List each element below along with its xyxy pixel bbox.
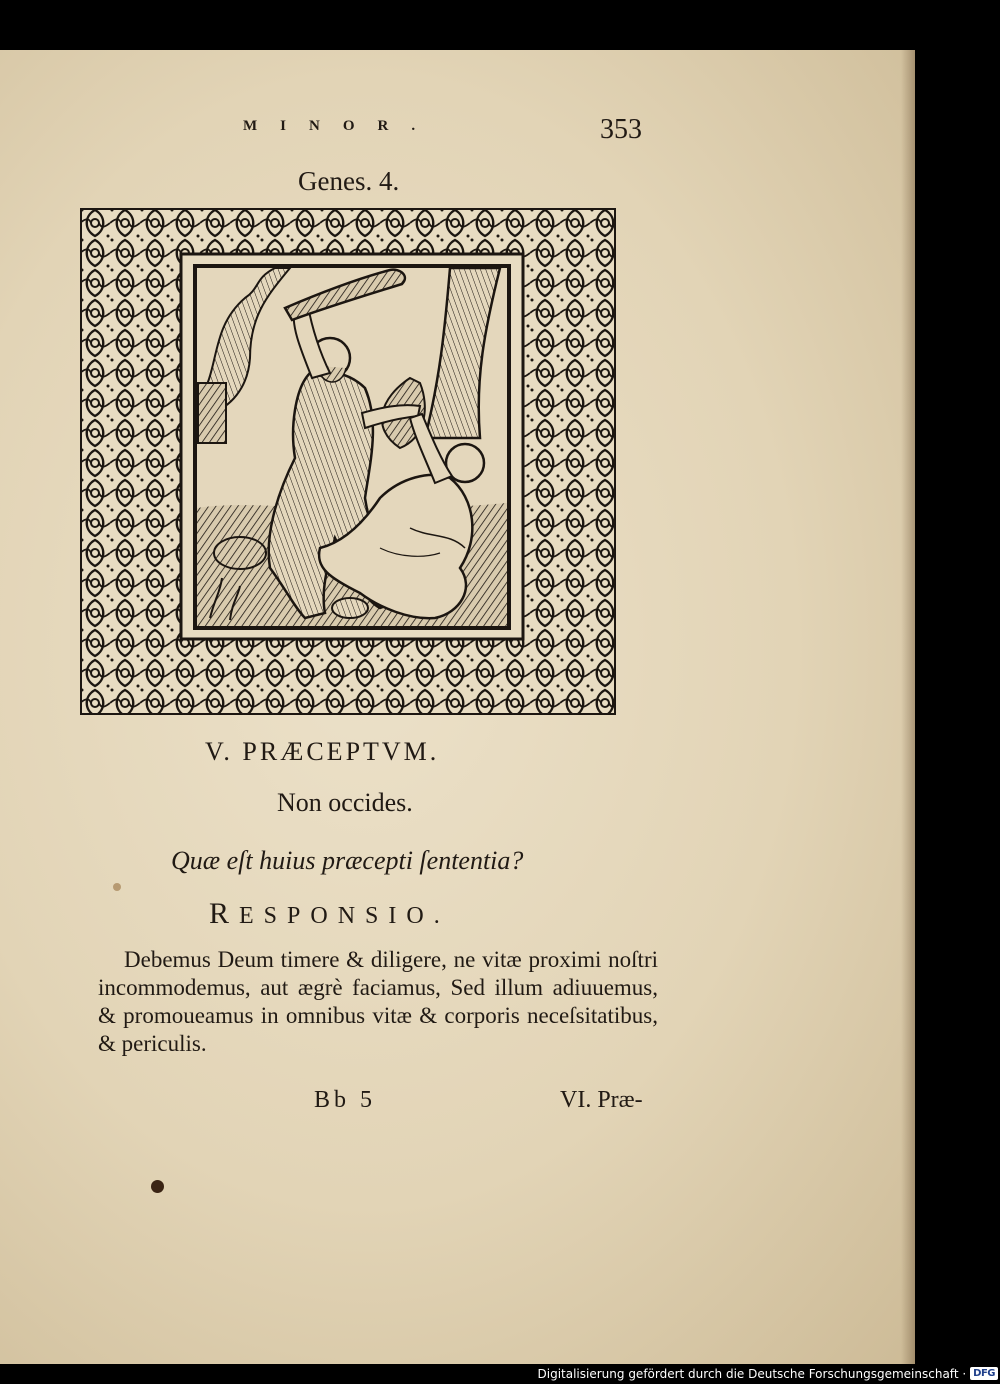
signature-mark: Bb 5: [314, 1087, 377, 1113]
page-number: 353: [600, 114, 642, 145]
funding-banner: [538, 1365, 998, 1382]
responsio-initial: R: [209, 897, 240, 930]
question: Quæ eſt huius præcepti ſententia?: [171, 846, 524, 875]
ink-spot: [151, 1180, 164, 1193]
catchword: VI. Præ-: [560, 1087, 643, 1113]
biblical-reference: Genes. 4.: [298, 166, 400, 196]
responsio-rest: ESPONSIO.: [239, 903, 450, 929]
foxing-spot: [113, 883, 121, 891]
woodcut-illustration: [80, 208, 616, 715]
running-head: MINOR.: [243, 118, 439, 134]
dfg-logo: DFG: [970, 1367, 998, 1380]
page-edge-shadow: [901, 50, 915, 1364]
book-page: [0, 50, 915, 1364]
answer-body: Debemus Deum timere & diligere, ne vitæ proximi noſtri incommodemus, aut ægrè faciamus, Sed illum adiuuemus, & promoueamus in omnibus vitæ & corporis neceſsitatibus, & periculis.: [98, 947, 658, 1056]
precept-title: V. PRÆCEPTVM.: [205, 737, 440, 766]
responsio-heading: [209, 897, 450, 931]
commandment: Non occides.: [277, 788, 413, 817]
funding-note: Digitalisierung gefördert durch die Deutsche Forschungsgemeinschaft ·: [537, 1366, 967, 1381]
